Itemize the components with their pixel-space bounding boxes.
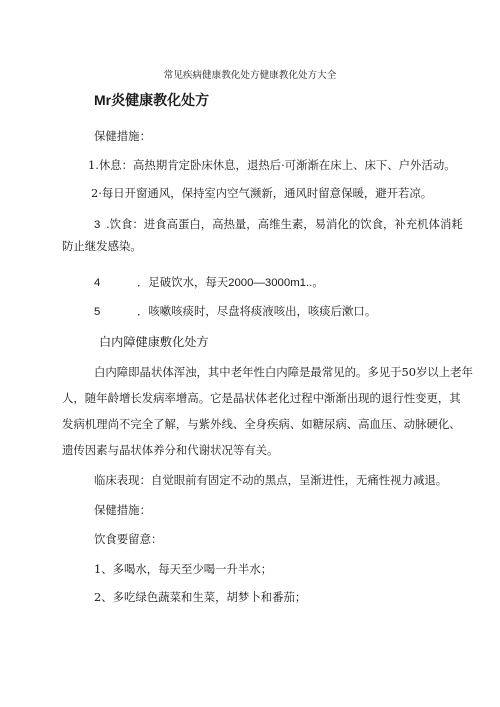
care-item-3 <box>94 217 463 232</box>
cataract-para-line-1: 白内障即晶状体浑浊，其中老年性白内障是最常见的。多见于50岁以上老年 <box>94 365 473 379</box>
care-item-5-number: 5 <box>94 306 101 318</box>
care-item-3-continuation: 防止继发感染。 <box>62 239 142 253</box>
care-item-5 <box>94 304 376 319</box>
care-item-2: 2·每日开窗通风，保持室内空气濒新，通风时留意保暖，避开若凉。 <box>91 186 433 200</box>
care-item-1: 1.休息：高热期肯定卧床休息，退热后·可渐渐在床上、床下、户外活动。 <box>88 158 456 172</box>
diet-item-1: 1、多喝水，每天至少喝一升半水； <box>94 562 273 576</box>
care-item-4 <box>94 275 324 290</box>
section-heading-cataract: 白内障健康敷化处方 <box>99 335 209 349</box>
care-item-5-text: ．咳嗽咳痰时，尽盘将痰液咳出，咳痰后漱口。 <box>137 304 377 318</box>
section-heading-pneumonia: Mr炎健康教化处方 <box>94 92 210 108</box>
clinical-symptoms: 临床表现：自觉眼前有固定不动的黑点，呈渐进性，无痛性视力减退。 <box>94 473 448 487</box>
care-item-3-number: 3 <box>94 219 101 231</box>
care-item-3-text: .饮食：进食高蛋白，高热量，高维生素，易消化的饮食，补充机体消耗 <box>106 217 463 231</box>
cataract-para-line-2: 人，随年龄增长发病率增高。它是晶状体老化过程中渐渐出现的退行性变更，其 <box>62 391 461 405</box>
cataract-para-line-3: 发病机理尚不完全了解，与紫外线、全身疾病、如糖尿病、高血压、动脉硬化、 <box>62 417 461 431</box>
care-measures-label: 保健措施： <box>94 129 151 143</box>
diet-item-2: 2、多吃绿色蔬菜和生菜，胡梦卜和番茄； <box>94 590 307 604</box>
document-title: 常见疾病健康教化处方健康教化处方大全 <box>163 70 337 81</box>
care-item-4-text: ．足破饮水，每天2000—3000m1..。 <box>137 277 324 289</box>
care-item-4-number: 4 <box>94 277 101 289</box>
diet-label: 饮食要留意： <box>94 532 163 546</box>
care-measures-label-2: 保健措施： <box>94 503 151 517</box>
cataract-para-line-4: 遗传因素与晶状体养分和代谢状况等有关。 <box>62 443 279 457</box>
